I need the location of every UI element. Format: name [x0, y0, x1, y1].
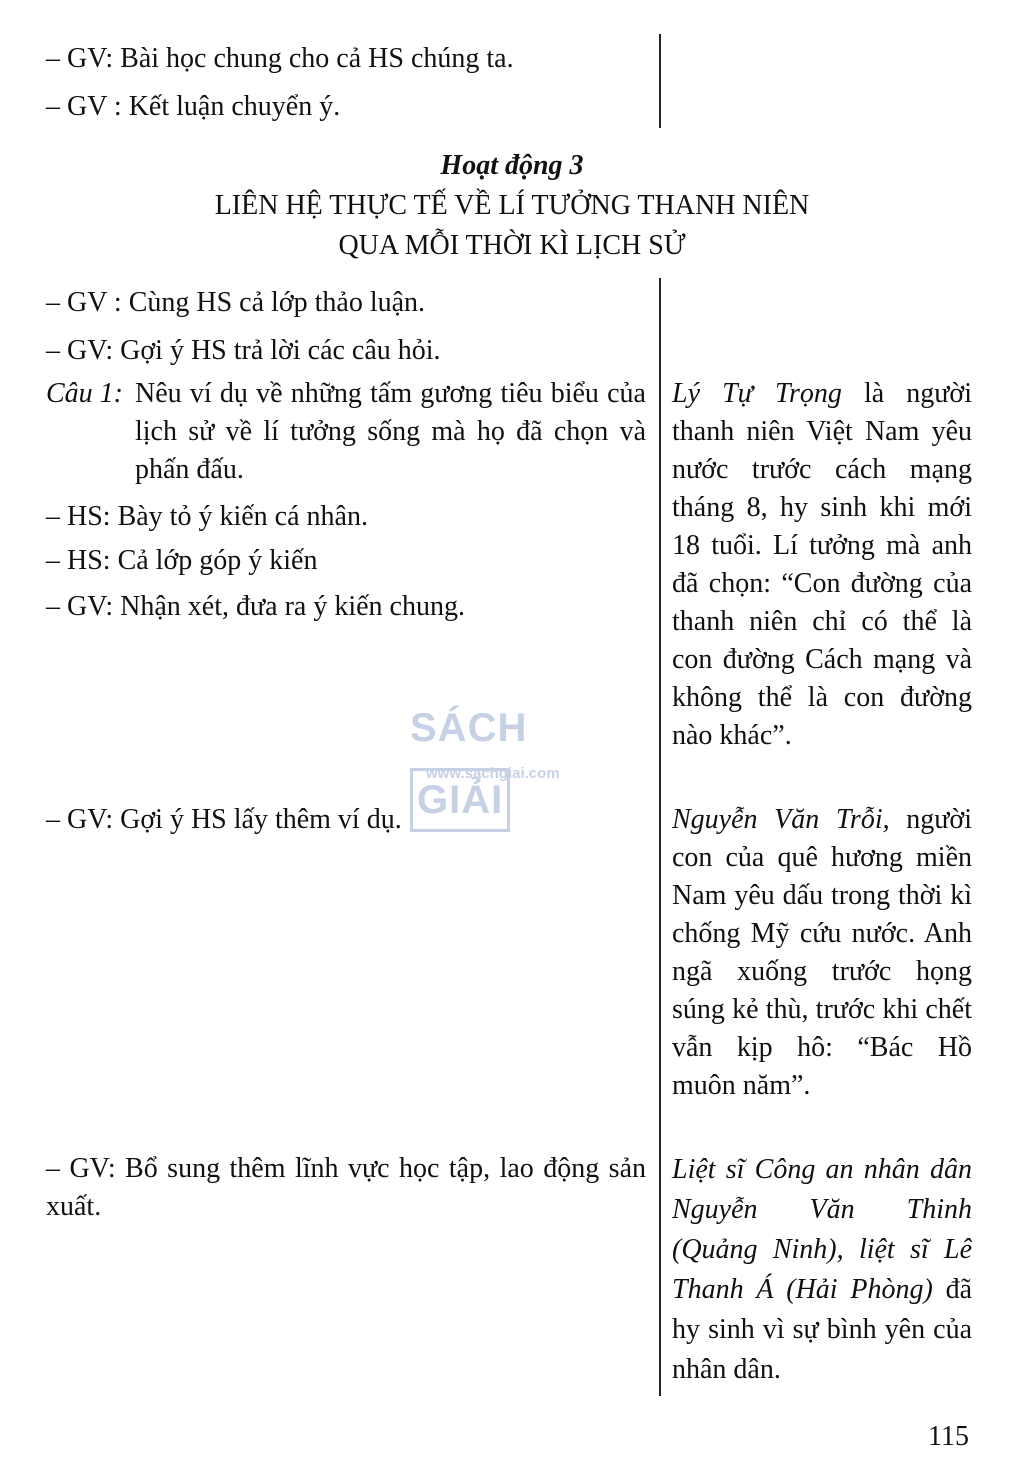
example-nguyen-van-troi-text: người con của quê hương miền Nam yêu dấu trong thời kì chống Mỹ cứu nước. Anh ngã xuống trước họng súng kẻ thù, trước khi chết vẫn kịp hô: “Bác Hồ muôn năm”.: [672, 804, 973, 1101]
activity-heading: [0, 146, 1024, 266]
gv-supplement-line: – GV: Bổ sung thêm lĩnh vực học tập, lao động sản xuất.: [46, 1153, 646, 1222]
sachgiai-watermark: [410, 692, 620, 822]
example-ly-tu-trong-text: là người thanh niên Việt Nam yêu nước trước cách mạng tháng 8, hy sinh khi mới 18 tuổi. Lí tưởng mà anh đã chọn: “Con đường của thanh niên chỉ có thể là con đường Cách mạng và không thể là con đường nào khác”.: [672, 378, 972, 751]
example-ly-tu-trong-name: Lý Tự Trọng: [672, 378, 842, 409]
example-nguyen-van-troi-name: Nguyễn Văn Trỗi,: [672, 804, 890, 835]
main-column-divider: [659, 278, 661, 1396]
question-text: Nêu ví dụ về những tấm gương tiêu biểu của lịch sử về lí tưởng sống mà họ đã chọn và phấn đấu.: [135, 378, 646, 485]
activity-subtitle-line2: QUA MỖI THỜI KÌ LỊCH SỬ: [338, 230, 686, 261]
example-police-martyrs-text: đã hy sinh vì sự bình yên của nhân dân.: [672, 1274, 972, 1385]
activity-title: Hoạt động 3: [440, 150, 584, 181]
hs-opinion-line: – HS: Bày tỏ ý kiến cá nhân.: [46, 501, 368, 532]
gv-discuss-line: – GV : Cùng HS cả lớp thảo luận.: [46, 287, 426, 318]
gv-lesson-line: – GV: Bài học chung cho cả HS chúng ta.: [46, 43, 514, 74]
example-police-martyrs-names: Liệt sĩ Công an nhân dân Nguyễn Văn Thinh (Quảng Ninh), liệt sĩ Lê Thanh Á (Hải Phòng): [672, 1154, 972, 1305]
watermark-brand-box: GIẢI: [410, 768, 510, 832]
example-police-martyrs: [672, 1150, 972, 1390]
gv-conclusion-line: – GV : Kết luận chuyển ý.: [46, 91, 341, 122]
top-column-divider: [659, 34, 661, 128]
gv-comment-line: – GV: Nhận xét, đưa ra ý kiến chung.: [46, 591, 465, 622]
question-label: Câu 1:: [46, 378, 123, 409]
gv-hint-line: – GV: Gợi ý HS trả lời các câu hỏi.: [46, 335, 441, 366]
example-ly-tu-trong: [672, 375, 972, 755]
activity-subtitle-line1: LIÊN HỆ THỰC TẾ VỀ LÍ TƯỞNG THANH NIÊN: [214, 190, 810, 221]
example-nguyen-van-troi: [672, 801, 972, 1105]
watermark-url: www.sachgiai.com: [426, 765, 560, 782]
hs-class-line: – HS: Cả lớp góp ý kiến: [46, 545, 318, 576]
page-number: 115: [928, 1421, 969, 1452]
gv-more-examples-line: – GV: Gợi ý HS lấy thêm ví dụ.: [46, 804, 402, 835]
watermark-brand-left: SÁCH: [410, 706, 528, 750]
